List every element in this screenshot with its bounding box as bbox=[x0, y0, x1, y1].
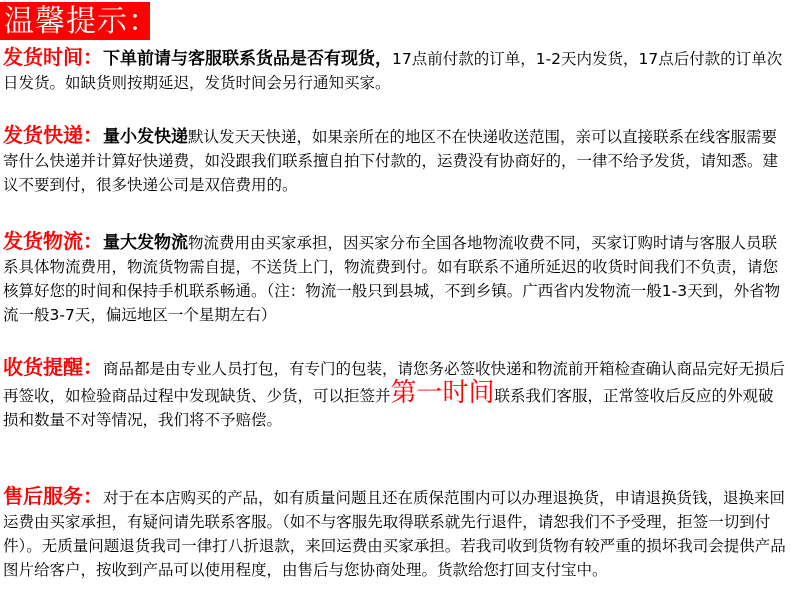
section-heading: 发货物流： bbox=[3, 229, 103, 253]
section-text: 17点前付款的订单，1-2天内发货，17点后付款的订单次日发货。如缺货则按期延迟，发货时间会另行通知买家。 bbox=[3, 50, 783, 92]
section-text: 默认发天天快递，如果亲所在的地区不在快递收送范围，亲可以直接联系在线客服需要寄什么快递并计算好快递费，如没跟我们联系擅自拍下付款的，运费没有协商好的，一律不给予发货，请知悉。建议不要到付，很多快递公司是双倍费用的。 bbox=[3, 128, 779, 194]
title-banner bbox=[0, 2, 159, 40]
section-heading: 售后服务： bbox=[3, 484, 103, 508]
section-text: 物流费用由买家承担，因买家分布全国各地物流收费不同，买家订购时请与客服人员联系具体物流费用，物流货物需自提，不送货上门，物流费到付。如有联系不通所延迟的收货时间我们不负责，请您核算好您的时间和保持手机联系畅通。（注：物流一般只到县城，不到乡镇。广西省内发物流一般1-3天到，外省物流一般3-7天，偏远地区一个星期左右） bbox=[3, 234, 781, 324]
section-express bbox=[3, 123, 788, 197]
section-heading: 发货快递： bbox=[3, 123, 103, 147]
section-after-sales bbox=[3, 484, 788, 582]
emphasis-text: 第一时间 bbox=[390, 378, 495, 408]
section-bold-text: 量大发物流 bbox=[103, 233, 188, 253]
section-heading: 发货时间： bbox=[3, 45, 103, 69]
section-shipping-time bbox=[3, 45, 788, 95]
section-text: 对于在本店购买的产品，如有质量问题且还在质保范围内可以办理退换货，申请退换货钱，退换来回运费由买家承担，有疑问请先联系客服。（如不与客服先取得联系就先行退件，请恕我们不予受理，拒签一切到付件）。无质量问题退货我司一律打八折退款，来回运费由买家承担。若我司收到货物有较严重的损坏我司会提供产品图片给客户，按收到产品可以使用程度，由售后与您协商处理。货款给您打回支付宝中。 bbox=[3, 489, 786, 579]
section-heading: 收货提醒： bbox=[3, 355, 103, 379]
section-bold-text: 量小发快递 bbox=[103, 127, 188, 147]
section-text: 联系我们客服，正常签收后反应的外观破损和数量不对等情况，我们将不予赔偿。 bbox=[3, 387, 774, 429]
section-receiving bbox=[3, 355, 788, 432]
section-logistics bbox=[3, 229, 788, 327]
section-bold-text: 下单前请与客服联系货品是否有现货， bbox=[103, 49, 392, 69]
page-title: 温馨提示： bbox=[4, 4, 159, 39]
section-text: 商品都是由专业人员打包，有专门的包装，请您务必签收快递和物流前开箱检查确认商品完好无损后再签收，如检验商品过程中发现缺货、少货，可以拒签并 bbox=[3, 360, 786, 405]
